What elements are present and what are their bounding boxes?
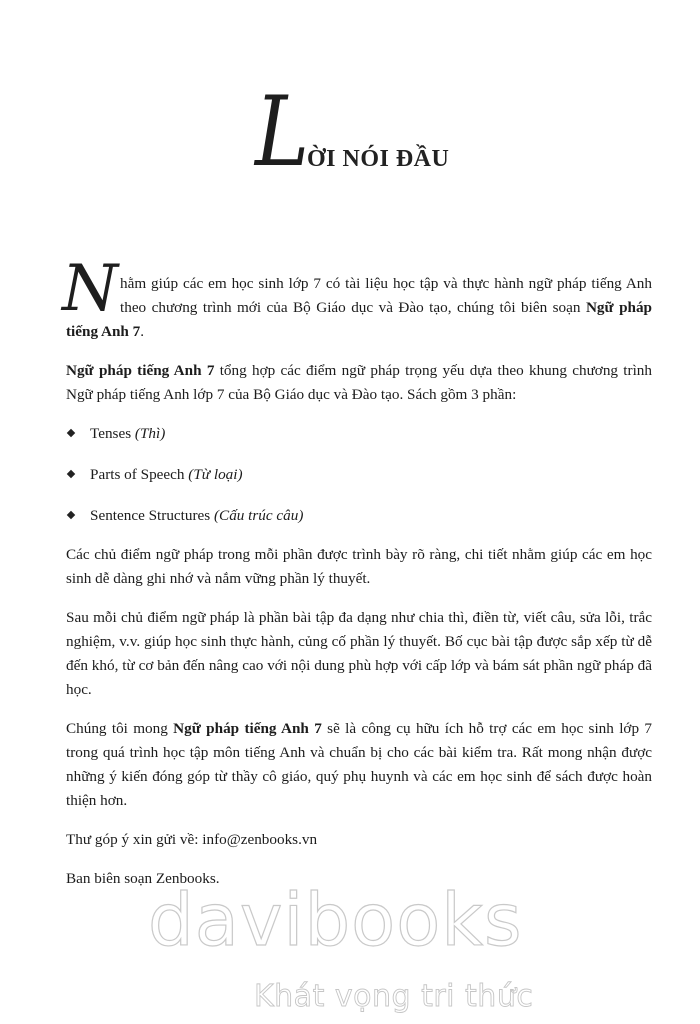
summary-text: tổng hợp các điểm ngữ pháp trọng yếu dựa theo khung chương trình Ngữ pháp tiếng Anh lớp 7 của Bộ Giáo dục và Đào tạo. Sách gồm 3 phần: — [66, 362, 652, 403]
book-title: Ngữ pháp tiếng Anh 7 — [173, 720, 322, 737]
contact-line: Thư góp ý xin gửi về: info@zenbooks.vn — [66, 831, 318, 848]
preface-body — [62, 252, 653, 906]
bullet-icon — [67, 511, 75, 519]
book-title: Ngữ pháp tiếng Anh 7 — [66, 362, 215, 379]
part-name: Parts of Speech — [90, 466, 185, 483]
closing-paragraph — [66, 717, 652, 813]
part-translation: (Cấu trúc câu) — [214, 507, 304, 524]
part-name: Sentence Structures — [90, 507, 211, 524]
parts-list — [66, 422, 652, 528]
watermark-slogan: Khát vọng tri thức — [254, 979, 534, 1014]
drop-cap: N — [62, 252, 118, 326]
signature-line: Ban biên soạn Zenbooks. — [66, 870, 220, 887]
book-title: Ngữ pháp tiếng Anh 7 — [66, 299, 653, 340]
closing-text-end: sẽ là công cụ hữu ích hỗ trợ các em học sinh lớp 7 trong quá trình học tập môn tiếng Anh và chuẩn bị cho các bài kiểm tra. Rất mong nhận được những ý kiến đóng góp từ thầy cô giáo, quý phụ huynh và các em học sinh để sách được hoàn thiện hơn. — [66, 720, 652, 809]
intro-paragraph — [62, 252, 653, 344]
list-item — [66, 463, 652, 487]
list-item — [66, 422, 652, 446]
intro-text: hằm giúp các em học sinh lớp 7 có tài liệu học tập và thực hành ngữ pháp tiếng Anh theo chương trình mới của Bộ Giáo dục và Đào tạo, chúng tôi biên soạn — [120, 275, 652, 316]
part-translation: (Từ loại) — [188, 466, 243, 483]
title-initial-letter: L — [255, 76, 310, 188]
page-title — [255, 76, 515, 198]
part-translation: (Thì) — [134, 425, 166, 442]
part-name: Tenses — [90, 425, 132, 442]
bullet-icon — [67, 429, 75, 437]
summary-paragraph — [66, 359, 652, 407]
intro-end: . — [140, 323, 145, 340]
watermark-brand: davibooks — [148, 878, 523, 962]
exercises-paragraph: Sau mỗi chủ điểm ngữ pháp là phần bài tập đa dạng như chia thì, điền từ, viết câu, sửa lỗi, trắc nghiệm, v.v. giúp học sinh thực hành, củng cố phần lý thuyết. Bố cục bài tập được sắp xếp từ dễ đến khó, từ cơ bản đến nâng cao với nội dung phù hợp với cấp lớp và bám sát phần ngữ pháp đã học. — [66, 609, 652, 698]
closing-text-start: Chúng tôi mong — [66, 720, 174, 737]
presentation-paragraph: Các chủ điểm ngữ pháp trong mỗi phần được trình bày rõ ràng, chi tiết nhằm giúp các em học sinh dễ dàng ghi nhớ và nắm vững phần lý thuyết. — [66, 546, 652, 587]
list-item — [66, 504, 652, 528]
title-text: ỜI NÓI ĐẦU — [307, 146, 450, 172]
bullet-icon — [67, 470, 75, 478]
